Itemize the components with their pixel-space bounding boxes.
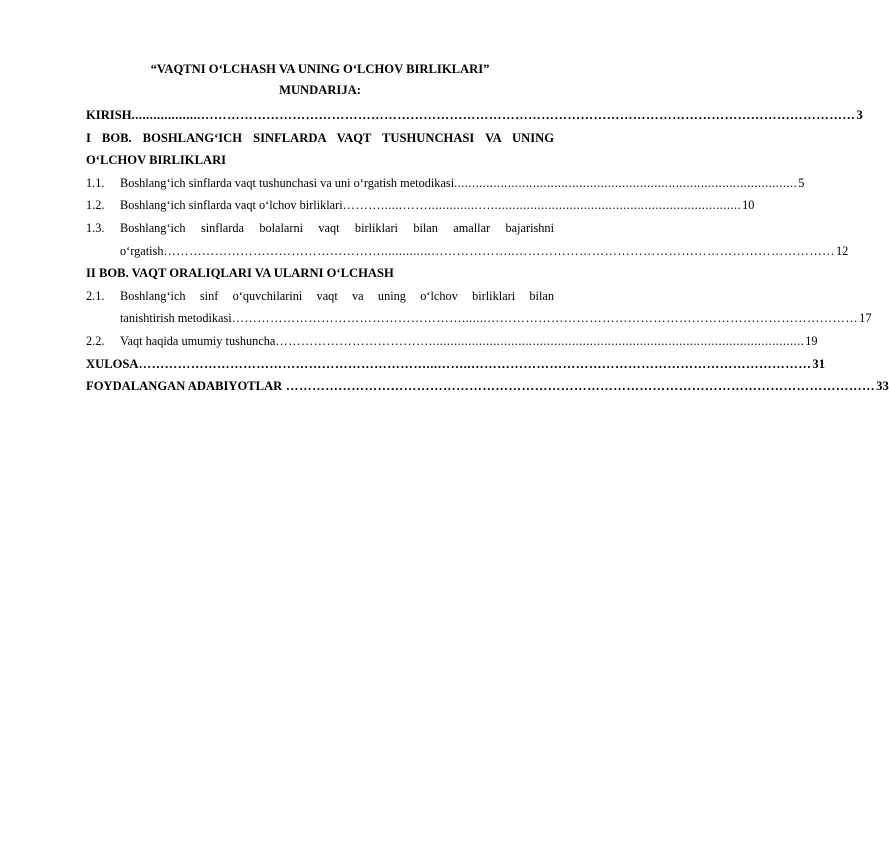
- toc-page-number: 33: [876, 379, 889, 394]
- toc-label: Vaqt haqida umumiy tushuncha: [120, 333, 276, 348]
- toc-entry-intro[interactable]: [86, 104, 863, 127]
- chapter-1-heading[interactable]: I BOB. BOSHLANG‘ICH SINFLARDA VAQT TUSHUNCHASI VA UNING: [86, 130, 554, 145]
- toc-entry-2-1[interactable]: [86, 285, 872, 330]
- toc-entry-1-2[interactable]: [86, 194, 755, 217]
- toc-label: FOYDALANGAN ADABIYOTLAR: [86, 379, 283, 394]
- toc-number: 1.2.: [86, 198, 105, 213]
- leader-dots: ……………………………….........................................................................................................: [275, 333, 805, 348]
- toc-page-number: 3: [856, 108, 863, 122]
- leader-dots: ...................……………………………………………………………………………………………………………………………………: [131, 108, 856, 122]
- leader-dots: ……………………………………………..............………………..…………………………………………………………………: [163, 243, 835, 258]
- toc-label-cont: tanishtirish metodikasi: [120, 311, 232, 326]
- toc-label-cont: o‘rgatish: [120, 243, 164, 258]
- toc-page-number: 31: [812, 356, 826, 371]
- toc-number: 2.1.: [86, 288, 105, 303]
- toc-label: XULOSA: [86, 356, 139, 371]
- document-page: [86, 60, 889, 398]
- toc-page-number: 12: [835, 243, 849, 258]
- toc-entry-conclusion[interactable]: [86, 353, 826, 376]
- toc-entry-2-2[interactable]: [86, 330, 818, 353]
- toc-label: Boshlang‘ich sinf o‘quvchilarini vaqt va uning o‘lchov birliklari bilan: [120, 288, 554, 303]
- chapter-1-heading-cont: O‘LCHOV BIRLIKLARI: [86, 153, 227, 168]
- toc-page-number: 17: [859, 311, 872, 326]
- toc-page-number: 5: [798, 175, 805, 190]
- contents-heading: MUNDARIJA:: [279, 83, 361, 97]
- toc-number: 2.2.: [86, 333, 105, 348]
- toc-page-number: 19: [805, 333, 818, 348]
- toc-entry-references[interactable]: [86, 375, 889, 398]
- toc-entry-1-3[interactable]: [86, 217, 849, 262]
- toc-label: Boshlang‘ich sinflarda vaqt tushunchasi va uni o‘rgatish metodikasi: [120, 175, 455, 190]
- toc-label: KIRISH: [86, 108, 132, 122]
- toc-number: 1.1.: [86, 175, 105, 190]
- toc-entry-1-1[interactable]: [86, 172, 805, 195]
- leader-dots: ................................................................................................: [454, 175, 798, 190]
- document-title: “VAQTNI O‘LCHASH VA UNING O‘LCHOV BIRLIKLARI”: [150, 62, 490, 76]
- toc-label: Boshlang‘ich sinflarda vaqt o‘lchov birliklari: [120, 198, 343, 213]
- leader-dots: ……………………………………………….......……………………………………………………………………………: [231, 311, 859, 326]
- toc-page-number: 10: [742, 198, 755, 213]
- leader-dots: ………………………………………………………………………………………………………………………: [282, 379, 876, 394]
- leader-dots: …………………………………………………………...……..……………………………………………………………………: [138, 356, 812, 371]
- chapter-2-heading[interactable]: II BOB. VAQT ORALIQLARI VA ULARNI O‘LCHASH: [86, 266, 394, 281]
- leader-dots: ………......……..............…......................................................................: [342, 198, 742, 213]
- toc-number: 1.3.: [86, 220, 105, 235]
- toc-label: Boshlang‘ich sinflarda bolalarni vaqt birliklari bilan amallar bajarishni: [120, 220, 554, 235]
